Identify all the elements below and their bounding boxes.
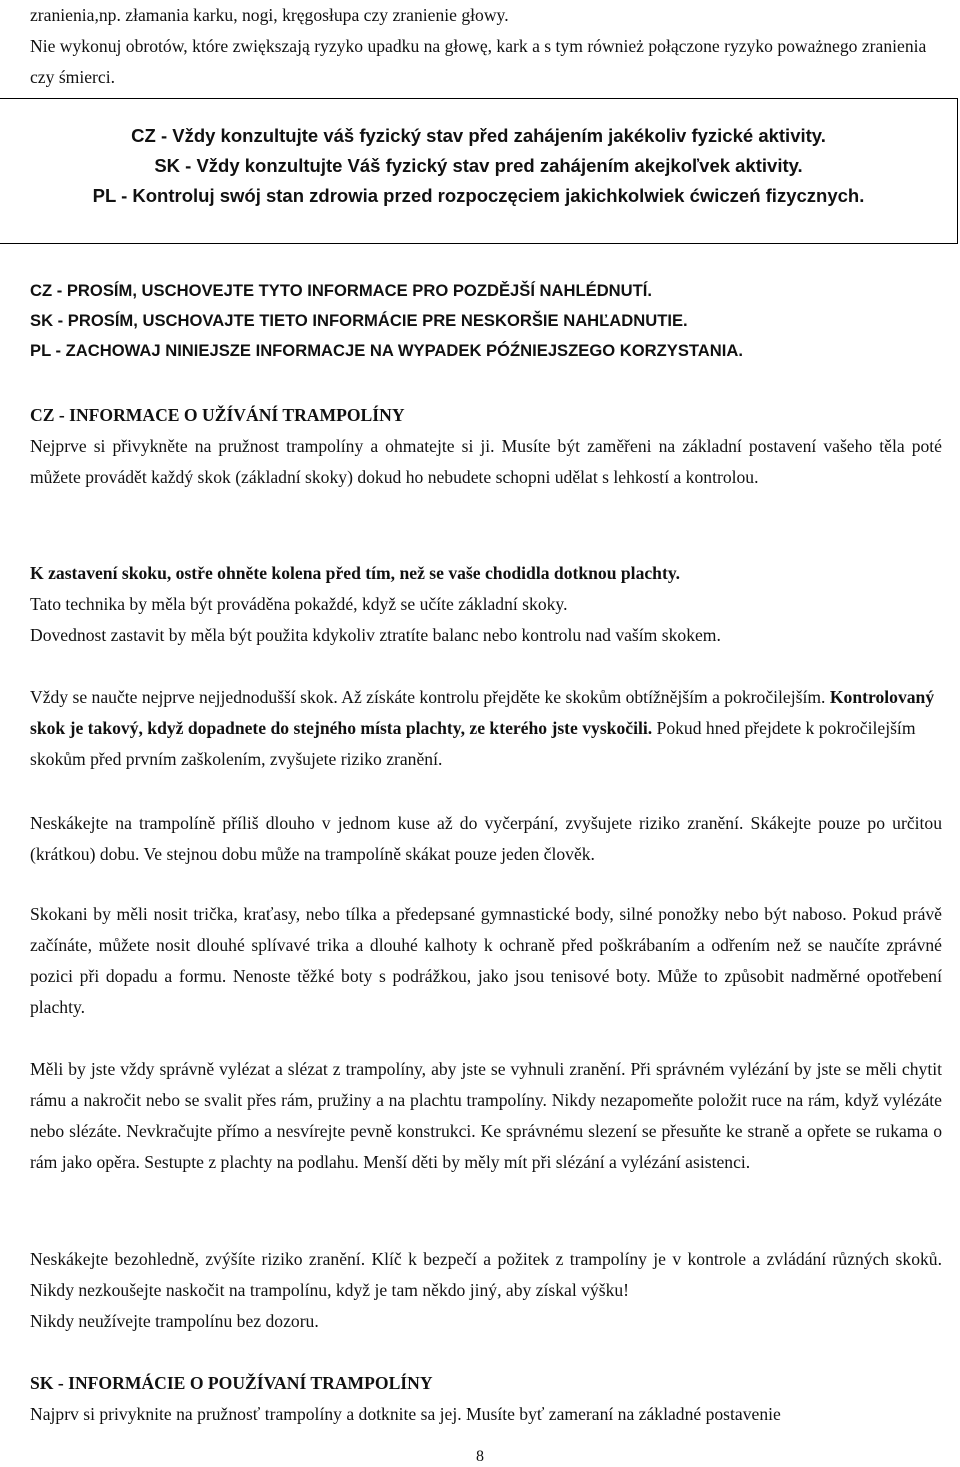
page-number: 8: [476, 1448, 484, 1465]
cz-paragraph-3-text: Pokud hned přejdete k pokročilejším skokům před prvním zaškolením, zvyšujete riziko zranění.: [30, 718, 916, 769]
warning-pl: PL - Kontroluj swój stan zdrowia przed rozpoczęciem jakichkolwiek ćwiczeń fizycznych.: [92, 185, 865, 206]
cz-paragraph-7: [30, 1244, 942, 1337]
cz-paragraph-2-line: Tato technika by měla být prováděna pokaždé, když se učíte základní skoky.: [30, 594, 568, 614]
warning-cz: CZ - Vždy konzultujte váš fyzický stav před zahájením jakékoliv fyzické aktivity.: [131, 125, 826, 146]
sk-section-title: SK - INFORMÁCIE O POUŽÍVANÍ TRAMPOLÍNY: [30, 1373, 433, 1393]
warning-sk: SK - Vždy konzultujte Váš fyzický stav pred zahájením akejkoľvek aktivity.: [154, 155, 803, 176]
cz-paragraph-1: Nejprve si přivykněte na pružnost trampolíny a ohmatejte si ji. Musíte být zaměřeni na základní postavení vašeho těla poté můžete provádět každý skok (základní skoky) dokud ho nebudete schopni udělat s lehkostí a kontrolou.: [30, 436, 942, 487]
keep-info-pl: PL - ZACHOWAJ NINIEJSZE INFORMACJE NA WYPADEK PÓŹNIEJSZEGO KORZYSTANIA.: [30, 341, 743, 360]
cz-paragraph-3-text: Vždy se naučte nejprve nejjednodušší skok. Až získáte kontrolu přejděte ke skokům obtížnějším a pokročilejším.: [30, 687, 830, 707]
intro-line: Nie wykonuj obrotów, które zwiększają ryzyko upadku na głowę, kark a s tym również połączone ryzyko poważnego zranienia czy śmierci.: [30, 36, 927, 87]
cz-paragraph-6: Měli by jste vždy správně vylézat a slézat z trampolíny, aby jste se vyhnuli zranění. Při správném vylézání by jste se měli chytit rámu a nakročit nebo se svalit přes rám, pružiny a na plachtu trampolíny. Nikdy nezapomeňte položit ruce na rám, když vylézáte nebo slézáte. Nevkračujte přímo a nesvírejte pevně konstrukci. Ke správnému slezení se přesuňte ke straně a opřete se rukama o rám jako opěra. Sestupte z plachty na podlahu. Menší děti by měly mít při slézání a vylézání asistenci.: [30, 1059, 942, 1172]
intro-paragraph: [30, 0, 942, 93]
cz-paragraph-5: Skokani by měli nosit trička, kraťasy, nebo tílka a předepsané gymnastické body, silné ponožky nebo být naboso. Pokud právě začínáte, můžete nosit dlouhé splívavé trika a dlouhé kalhoty k ochraně před poškrábaním a odřením než se naučíte zprávné pozici při dopadu a formu. Nenoste těžké boty s podrážkou, jako jsou tenisové boty. Může to způsobit nadměrné opotřebení plachty.: [30, 904, 942, 1017]
intro-line: zranienia,np. złamania karku, nogi, kręgosłupa czy zranienie głowy.: [30, 5, 509, 25]
cz-controlled-jump-definition: Kontrolovaný skok je takový, když dopadnete do stejného místa plachty, ze kterého jste vyskočili.: [30, 687, 935, 738]
keep-information-notice: [30, 276, 942, 366]
sk-paragraph-1: Najprv si privyknite na pružnosť trampolíny a dotknite sa jej. Musíte byť zameraní na základné postavenie: [30, 1404, 781, 1424]
cz-stop-jump-rule: K zastavení skoku, ostře ohněte kolena před tím, než se vaše chodidla dotknou plachty.: [30, 563, 681, 583]
cz-paragraph-7-line: Nikdy neužívejte trampolínu bez dozoru.: [30, 1311, 319, 1331]
cz-section-title: CZ - INFORMACE O UŽÍVÁNÍ TRAMPOLÍNY: [30, 405, 405, 425]
keep-info-cz: CZ - PROSÍM, USCHOVEJTE TYTO INFORMACE PRO POZDĚJŠÍ NAHLÉDNUTÍ.: [30, 281, 653, 300]
cz-paragraph-4: Neskákejte na trampolíně příliš dlouho v jednom kuse až do vyčerpání, zvyšujete riziko zranění. Skákejte pouze po určitou (krátkou) dobu. Ve stejnou dobu může na trampolíně skákat pouze jeden člověk.: [30, 813, 942, 864]
keep-info-sk: SK - PROSÍM, USCHOVAJTE TIETO INFORMÁCIE PRE NESKORŠIE NAHĽADNUTIE.: [30, 311, 688, 330]
cz-paragraph-2: [30, 558, 942, 651]
health-warning-box: [0, 98, 958, 244]
cz-paragraph-3: [30, 682, 942, 775]
cz-paragraph-7-text: Neskákejte bezohledně, zvýšíte riziko zranění. Klíč k bezpečí a požitek z trampolíny je v kontrole a zvládání různých skoků. Nikdy nezkoušejte naskočit na trampolínu, když je tam někdo jiný, aby získal výšku!: [30, 1249, 942, 1300]
cz-paragraph-2-line: Dovednost zastavit by měla být použita kdykoliv ztratíte balanc nebo kontrolu nad vaším skokem.: [30, 625, 721, 645]
